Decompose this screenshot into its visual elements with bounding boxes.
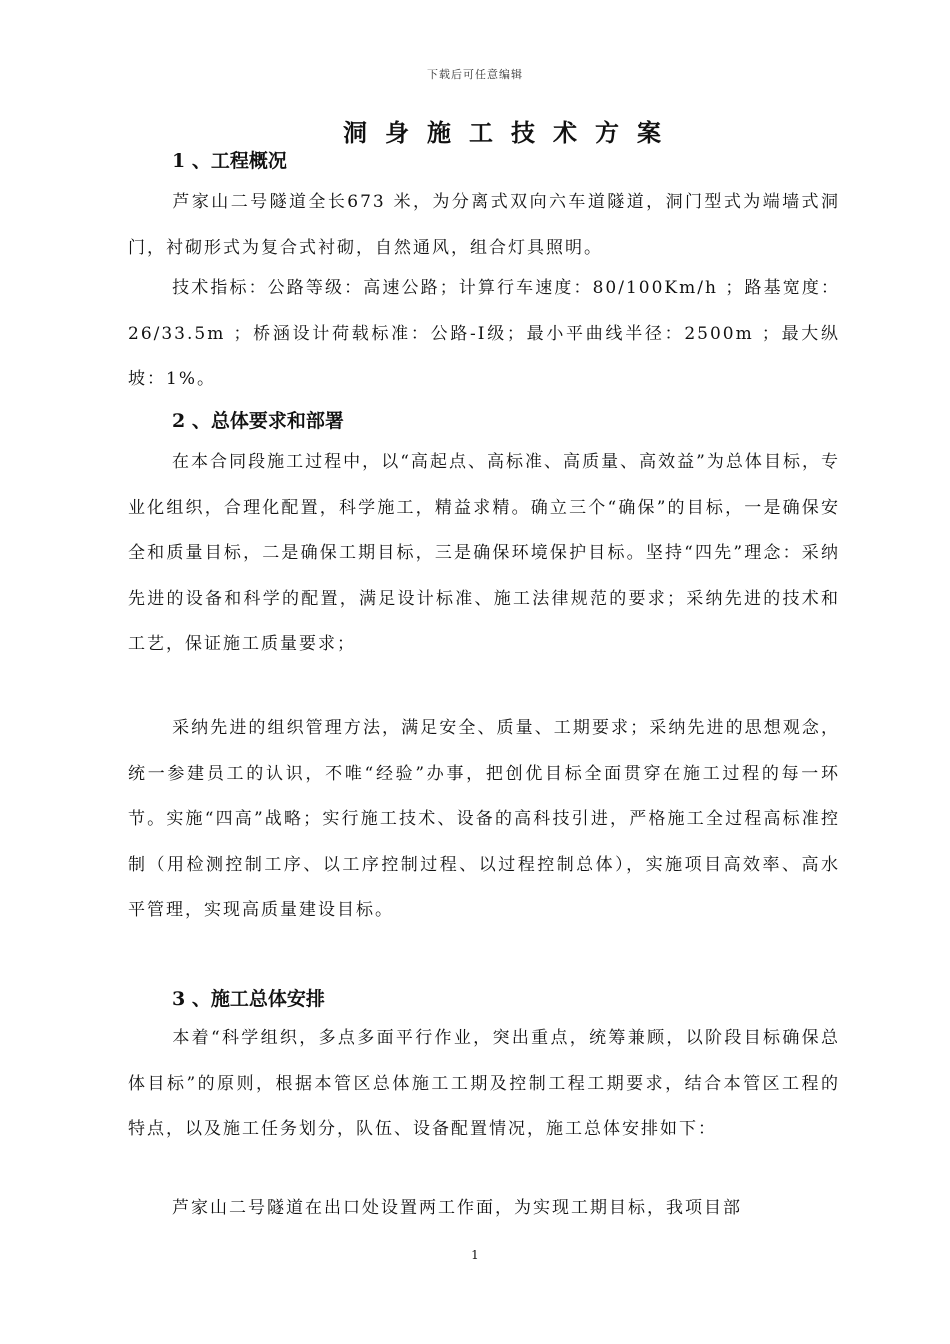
section-heading-3: 3 、施工总体安排 [172,988,325,1010]
header-note: 下载后可任意编辑 [427,68,523,81]
paragraph-3-1: 本着“科学组织，多点多面平行作业，突出重点，统筹兼顾，以阶段目标确保总体目标”的原则，根据本管区总体施工工期及控制工程工期要求，结合本管区工程的特点，以及施工任务划分，队伍、设备配置情况，施工总体安排如下： [128,1028,840,1139]
paragraph-3-2: 芦家山二号隧道在出口处设置两工作面，为实现工期目标，我项目部 [172,1198,742,1218]
document-title: 洞身施工技术方案 [343,118,679,147]
paragraph-2-2: 采纳先进的组织管理方法，满足安全、质量、工期要求；采纳先进的思想观念，统一参建员工的认识，不唯“经验”办事，把创优目标全面贯穿在施工过程的每一环节。实施“四高”战略；实行施工技术、设备的高科技引进，严格施工全过程高标准控制（用检测控制工序、以工序控制过程、以过程控制总体），实施项目高效率、高水平管理，实现高质量建设目标。 [128,718,840,920]
section-heading-2: 2 、总体要求和部署 [172,410,344,432]
paragraph-1-2: 技术指标：公路等级：高速公路；计算行车速度：80/100Km/h ；路基宽度：26/33.5m ；桥涵设计荷载标准：公路-I级；最小平曲线半径：2500m ；最大纵坡：1%。 [128,278,840,389]
page-number: 1 [471,1248,479,1262]
paragraph-2-1: 在本合同段施工过程中，以“高起点、高标准、高质量、高效益”为总体目标，专业化组织，合理化配置，科学施工，精益求精。确立三个“确保”的目标，一是确保安全和质量目标，二是确保工期目标，三是确保环境保护目标。坚持“四先”理念：采纳先进的设备和科学的配置，满足设计标准、施工法律规范的要求；采纳先进的技术和工艺，保证施工质量要求； [128,452,840,654]
section-heading-1: 1 、工程概况 [172,150,287,172]
paragraph-1-1: 芦家山二号隧道全长673 米，为分离式双向六车道隧道，洞门型式为端墙式洞门，衬砌形式为复合式衬砌，自然通风，组合灯具照明。 [128,192,840,258]
